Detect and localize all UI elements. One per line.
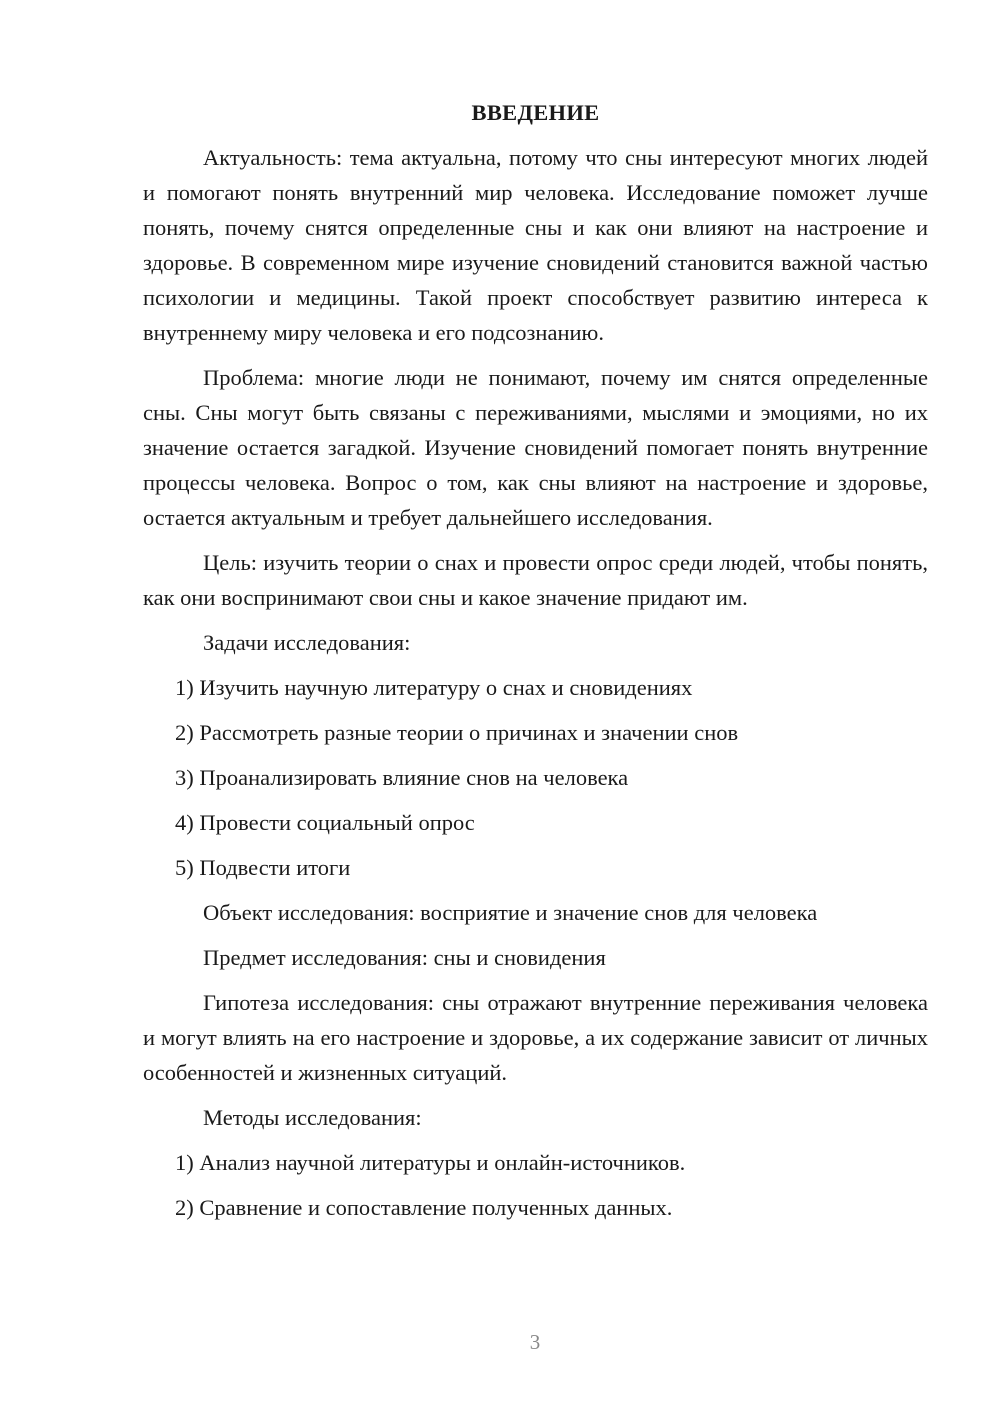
problem-paragraph: Проблема: многие люди не понимают, почему им снятся определенные сны. Сны могут быть связаны с переживаниями, мыслями и эмоциями, но их значение остается загадкой. Изучение сновидений помогает понять внутренние процессы человека. Вопрос о том, как сны влияют на настроение и здоровье, остается актуальным и требует дальнейшего исследования. bbox=[143, 365, 928, 530]
task-item: 5) Подвести итоги bbox=[175, 855, 351, 880]
method-item: 1) Анализ научной литературы и онлайн-источников. bbox=[175, 1150, 686, 1175]
section-title: ВВЕДЕНИЕ bbox=[471, 100, 600, 125]
relevance-paragraph: Актуальность: тема актуальна, потому что сны интересуют многих людей и помогают понять внутренний мир человека. Исследование поможет лучше понять, почему снятся определенные сны и как они влияют на настроение и здоровье. В современном мире изучение сновидений становится важной частью психологии и медицины. Такой проект способствует развитию интереса к внутреннему миру человека и его подсознанию. bbox=[143, 145, 928, 345]
tasks-list bbox=[143, 670, 928, 885]
object-paragraph: Объект исследования: восприятие и значение снов для человека bbox=[203, 900, 818, 925]
hypothesis-paragraph: Гипотеза исследования: сны отражают внутренние переживания человека и могут влиять на его настроение и здоровье, а их содержание зависит от личных особенностей и жизненных ситуаций. bbox=[143, 990, 928, 1085]
page-content bbox=[143, 95, 928, 1235]
subject-paragraph: Предмет исследования: сны и сновидения bbox=[203, 945, 606, 970]
task-item: 4) Провести социальный опрос bbox=[175, 810, 475, 835]
tasks-heading: Задачи исследования: bbox=[203, 630, 411, 655]
method-item: 2) Сравнение и сопоставление полученных данных. bbox=[175, 1195, 673, 1220]
page-number: 3 bbox=[529, 1330, 541, 1354]
goal-paragraph: Цель: изучить теории о снах и провести опрос среди людей, чтобы понять, как они воспринимают свои сны и какое значение придают им. bbox=[143, 550, 928, 610]
task-item: 3) Проанализировать влияние снов на человека bbox=[175, 765, 629, 790]
task-item: 1) Изучить научную литературу о снах и сновидениях bbox=[175, 675, 693, 700]
methods-list bbox=[143, 1145, 928, 1225]
methods-heading: Методы исследования: bbox=[203, 1105, 422, 1130]
task-item: 2) Рассмотреть разные теории о причинах и значении снов bbox=[175, 720, 739, 745]
